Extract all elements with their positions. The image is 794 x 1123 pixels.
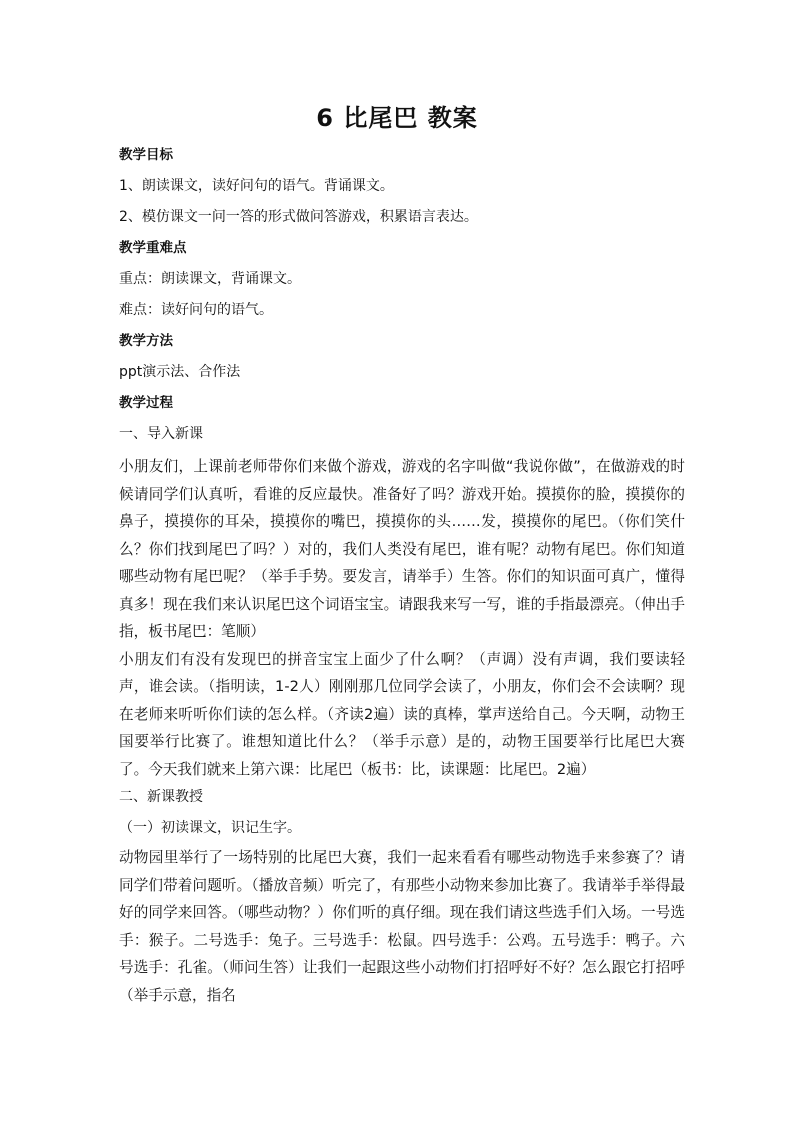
section-heading-process: 教学过程 bbox=[119, 395, 173, 411]
key-point: 重点：朗读课文，背诵课文。 bbox=[119, 271, 301, 287]
goal-item-2: 2、模仿课文一问一答的形式做问答游戏，积累语言表达。 bbox=[119, 209, 478, 225]
methods-text: ppt演示法、合作法 bbox=[119, 364, 241, 380]
part1-heading: 一、导入新课 bbox=[119, 426, 203, 442]
goal-item-1: 1、朗读课文，读好问句的语气。背诵课文。 bbox=[119, 178, 394, 194]
section-heading-goals: 教学目标 bbox=[119, 147, 173, 163]
part2-subheading-1: （一）初读课文，识记生字。 bbox=[119, 820, 301, 836]
hard-point: 难点：读好问句的语气。 bbox=[119, 302, 273, 318]
part1-paragraph-2: 小朋友们有没有发现巴的拼音宝宝上面少了什么啊？（声调）没有声调，我们要读轻声，谁会读。（指明读，1-2人）刚刚那几位同学会读了，小朋友，你们会不会读啊？现在老师来听听你们读的怎么样。（齐读2遍）读的真棒，掌声送给自己。今天啊，动物王国要举行比赛了。谁想知道比什么？（举手示意）是的，动物王国要举行比尾巴大赛了。今天我们就来上第六课：比尾巴（板书：比，读课题：比尾巴。2遍） bbox=[119, 650, 685, 778]
part2-paragraph-1: 动物园里举行了一场特别的比尾巴大赛，我们一起来看看有哪些动物选手来参赛了？请同学们带着问题听。（播放音频）听完了，有那些小动物来参加比赛了。我请举手举得最好的同学来回答。（哪些动物？）你们听的真仔细。现在我们请这些选手们入场。一号选手：猴子。二号选手：兔子。三号选手：松鼠。四号选手：公鸡。五号选手：鸭子。六号选手：孔雀。（师问生答）让我们一起跟这些小动物们打招呼好不好？怎么跟它打招呼（举手示意，指名 bbox=[119, 849, 685, 1004]
document-title: 6 比尾巴 教案 bbox=[316, 104, 478, 132]
document-body bbox=[119, 140, 685, 1009]
section-heading-method: 教学方法 bbox=[119, 333, 173, 349]
section-heading-difficulty: 教学重难点 bbox=[119, 240, 187, 256]
part1-paragraph-1: 小朋友们，上课前老师带你们来做个游戏，游戏的名字叫做“我说你做”，在做游戏的时候请同学们认真听，看谁的反应最快。准备好了吗？游戏开始。摸摸你的脸，摸摸你的鼻子，摸摸你的耳朵，摸摸你的嘴巴，摸摸你的头……发，摸摸你的尾巴。（你们笑什么？你们找到尾巴了吗？）对的，我们人类没有尾巴，谁有呢？动物有尾巴。你们知道哪些动物有尾巴呢？（举手手势。要发言，请举手）生答。你们的知识面可真广，懂得真多！现在我们来认识尾巴这个词语宝宝。请跟我来写一写，谁的手指最漂亮。（伸出手指，板书尾巴：笔顺） bbox=[119, 458, 685, 640]
part2-heading: 二、新课教授 bbox=[119, 789, 203, 805]
